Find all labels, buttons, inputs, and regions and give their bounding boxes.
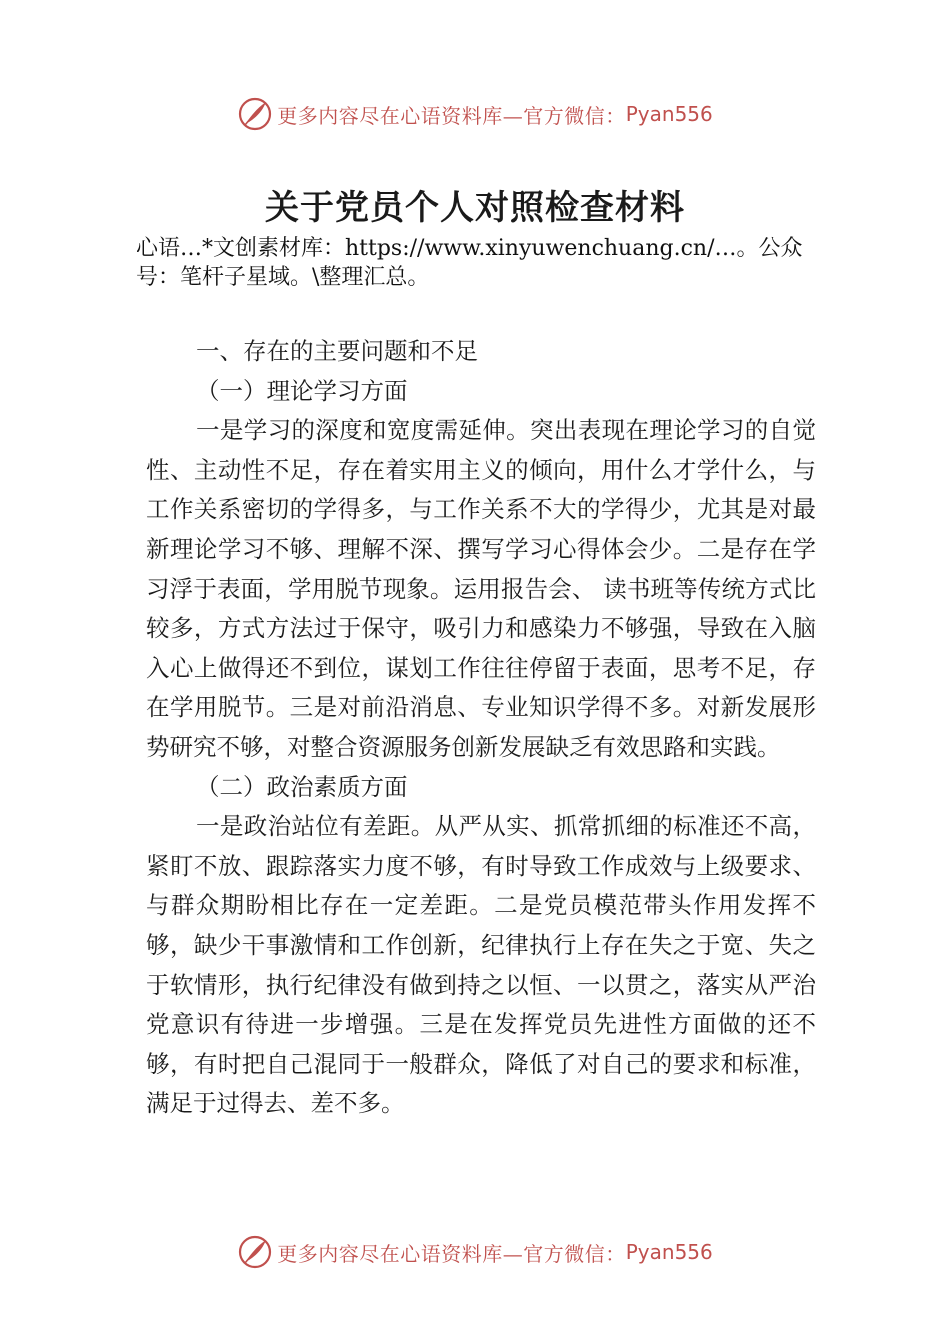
banner-text: 更多内容尽在心语资料库—官方微信： — [277, 103, 626, 128]
header-banner — [0, 94, 950, 134]
quill-pen-logo-icon — [237, 96, 273, 132]
section-heading: 一、存在的主要问题和不足 — [196, 337, 478, 365]
banner-text: 更多内容尽在心语资料库—官方微信： — [277, 1241, 626, 1266]
paragraph-theory: 一是学习的深度和宽度需延伸。突出表现在理论学习的自觉性、主动性不足，存在着实用主义的倾向，用什么才学什么，与工作关系密切的学得多，与工作关系不大的学得少，尤其是对最新理论学习不够、理解不深、撰写学习心得体会少。二是存在学习浮于表面，学用脱节现象。运用报告会、 读书班等传统方式比较多，方式方法过于保守，吸引力和感染力不够强，导致在入脑入心上做得还不到位，谋划工作往往停留于表面，思考不足，存在学用脱节。三是对前沿消息、专业知识学得不多。对新发展形势研究不够，对整合资源服务创新发展缺乏有效思路和实践。 — [146, 416, 816, 761]
quill-pen-logo-icon — [237, 1234, 273, 1270]
subsection-heading-theory: （一）理论学习方面 — [196, 376, 408, 405]
subsection-heading-politics: （二）政治素质方面 — [196, 772, 408, 801]
footer-banner — [0, 1232, 950, 1272]
document-title: 关于党员个人对照检查材料 — [265, 188, 685, 228]
document-body — [146, 332, 816, 1124]
paragraph-politics: 一是政治站位有差距。从严从实、抓常抓细的标准还不高，紧盯不放、跟踪落实力度不够，有时导致工作成效与上级要求、与群众期盼相比存在一定差距。二是党员模范带头作用发挥不够，缺少干事激情和工作创新，纪律执行上存在失之于宽、失之于软情形，执行纪律没有做到持之以恒、一以贯之，落实从严治党意识有待进一步增强。三是在发挥党员先进性方面做的还不够，有时把自己混同于一般群众，降低了对自己的要求和标准，满足于过得去、差不多。 — [146, 812, 816, 1118]
source-line: 心语…*文创素材库：https://www.xinyuwenchuang.cn/…。公众号：笔杆子星域。\整理汇总。 — [136, 236, 803, 290]
wechat-id: Pyan556 — [625, 102, 713, 126]
wechat-id: Pyan556 — [625, 1240, 713, 1264]
